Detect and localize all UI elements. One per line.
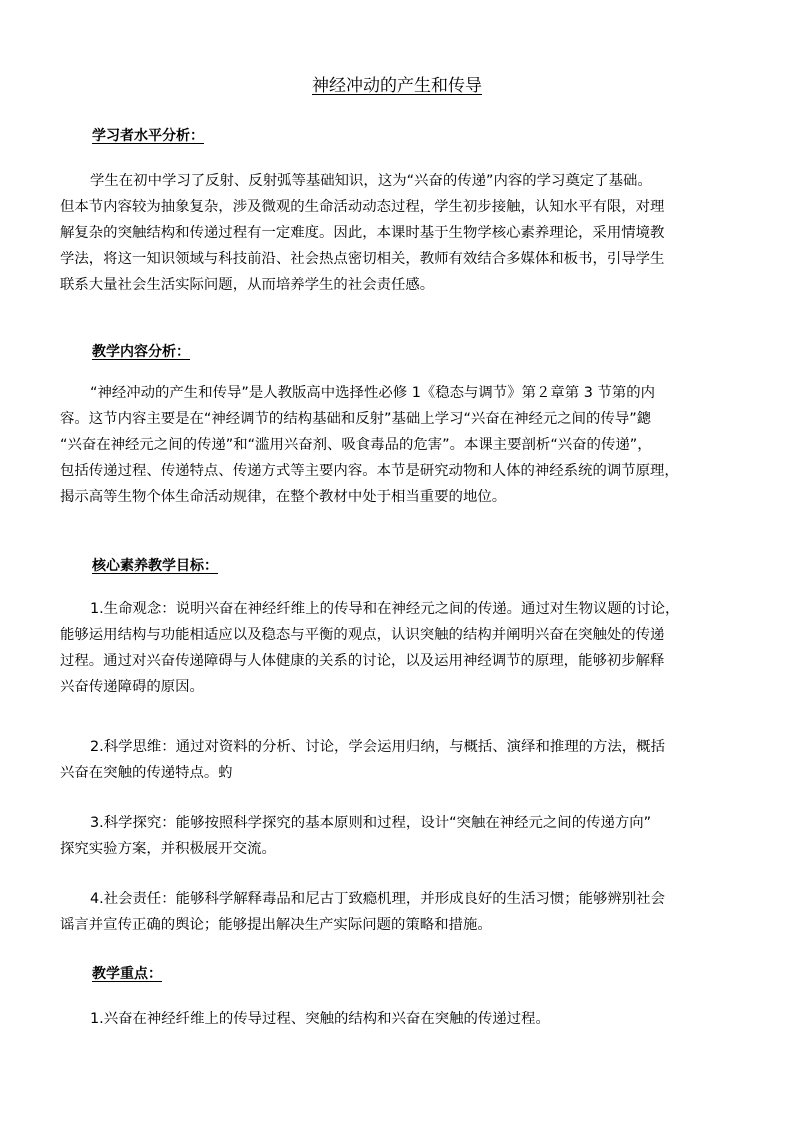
section-heading-learner-analysis: 学习者水平分析： xyxy=(92,128,204,144)
text-line: “神经冲动的产生和传导”是人教版高中选择性必修 1《稳态与调节》第２章第 3 节第的内 xyxy=(90,385,656,401)
text-line: 学生在初中学习了反射、反射弧等基础知识，这为“兴奋的传递”内容的学习奠定了基础。 xyxy=(90,173,652,189)
text-line: 能够运用结构与功能相适应以及稳态与平衡的观点，认识突触的结构并阐明兴奋在突触处的传递 xyxy=(60,627,665,643)
paragraph-goal-4 xyxy=(60,886,750,938)
text-line: 学法，将这一知识领域与科技前沿、社会热点密切相关，教师有效结合多媒体和板书，引导学生 xyxy=(60,251,665,267)
text-line: 过程。通过对兴奋传递障碍与人体健康的关系的讨论，以及运用神经调节的原理，能够初步解释 xyxy=(60,653,665,669)
paragraph-goal-3 xyxy=(60,810,750,862)
paragraph-goal-1 xyxy=(60,596,750,700)
section-heading-core-goals: 核心素养教学目标： xyxy=(92,558,218,574)
text-line: 3.科学探究：能够按照科学探究的基本原则和过程，设计“突触在神经元之间的传递方向” xyxy=(90,815,652,831)
text-line: 4.社会责任：能够科学解释毒品和尼古丁致瘾机理，并形成良好的生活习惯；能够辨别社会 xyxy=(90,891,665,907)
text-line: 但本节内容较为抽象复杂，涉及微观的生命活动动态过程，学生初步接触，认知水平有限，对理 xyxy=(60,199,665,215)
text-line: 解复杂的突触结构和传递过程有一定难度。因此，本课时基于生物学核心素养理论，采用情境教 xyxy=(60,225,665,241)
paragraph-key-point-1 xyxy=(60,1006,750,1032)
document-title: 神经冲动的产生和传导 xyxy=(312,76,482,96)
text-line: 2.科学思维：通过对资料的分析、讨论，学会运用归纳，与概括、演绎和推理的方法，概括 xyxy=(90,739,665,755)
text-line: 兴奋在突触的传递特点。虳 xyxy=(60,765,233,781)
section-heading-key-points: 教学重点： xyxy=(92,966,162,982)
paragraph-goal-2 xyxy=(60,734,750,786)
text-line: 兴奋传递障碍的原因。 xyxy=(60,679,204,695)
paragraph-learner-analysis xyxy=(60,168,750,298)
text-line: 揭示高等生物个体生命活动规律，在整个教材中处于相当重要的地位。 xyxy=(60,489,507,505)
text-line: 容。这节内容主要是在“神经调节的结构基础和反射”基础上学习“兴奋在神经元之间的传导”鏓 xyxy=(60,411,652,427)
text-line: 包括传递过程、传递特点、传递方式等主要内容。本节是研究动物和人体的神经系统的调节原理， xyxy=(60,463,679,479)
text-line: 探究实验方案，并积极展开交流。 xyxy=(60,841,276,857)
text-line: 1.生命观念：说明兴奋在神经纤维上的传导和在神经元之间的传递。通过对生物议题的讨论， xyxy=(90,601,680,617)
paragraph-content-analysis xyxy=(60,380,750,510)
section-heading-content-analysis: 教学内容分析： xyxy=(92,344,190,360)
text-line: “兴奋在神经元之间的传递”和“滥用兴奋剂、吸食毒品的危害”。本课主要剖析“兴奋的传递”， xyxy=(60,437,652,453)
text-line: 谣言并宣传正确的舆论；能够提出解决生产实际问题的策略和措施。 xyxy=(60,917,492,933)
text-line: 1.兴奋在神经纤维上的传导过程、突触的结构和兴奋在突触的传递过程。 xyxy=(90,1011,550,1027)
text-line: 联系大量社会生活实际问题，从而培养学生的社会责任感。 xyxy=(60,277,435,293)
